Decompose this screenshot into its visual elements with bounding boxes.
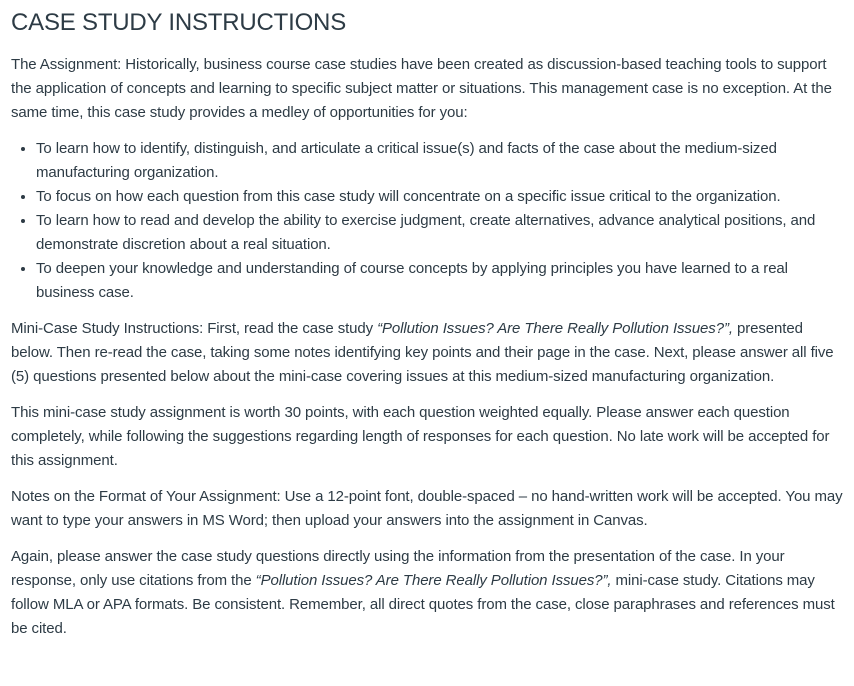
case-title: “Pollution Issues? Are There Really Pollution Issues?”, xyxy=(377,320,733,337)
citation-text-end: mini-case study. Citations may follow MLA or APA formats. Be consistent. Remember, all direct quotes from the case, close paraphrases and references must be cited. xyxy=(11,572,835,637)
mini-case-text-end: presented below. Then re-read the case, taking some notes identifying key points and their page in the case. Next, please answer all five (5) questions presented below about the mini-case covering issues at this medium-sized manufacturing organization. xyxy=(11,320,834,385)
assignment-intro: The Assignment: Historically, business course case studies have been created as discussion-based teaching tools to support the application of concepts and learning to specific subject matter or situations. This management case is no exception. At the same time, this case study provides a medley of opportunities for you: xyxy=(11,56,832,121)
list-item: • To focus on how each question from this case study will concentrate on a specific issue critical to the organization. xyxy=(36,185,844,209)
mini-case-instructions xyxy=(11,317,844,389)
mini-case-text-start: Mini-Case Study Instructions: First, read the case study xyxy=(11,320,378,337)
list-item: • To deepen your knowledge and understanding of course concepts by applying principles you have learned to a real business case. xyxy=(36,257,844,305)
list-item: • To learn how to read and develop the ability to exercise judgment, create alternatives, advance analytical positions, and demonstrate discretion about a real situation. xyxy=(36,209,844,257)
citation-text-start: Again, please answer the case study questions directly using the information from the presentation of the case. In your response, only use citations from the xyxy=(11,548,785,589)
citation-instructions xyxy=(11,545,844,641)
format-notes: Notes on the Format of Your Assignment: Use a 12-point font, double-spaced – no hand-written work will be accepted. You may want to type your answers in MS Word; then upload your answers into the assignment in Canvas. xyxy=(11,488,843,529)
list-item: • To learn how to identify, distinguish, and articulate a critical issue(s) and facts of the case about the medium-sized manufacturing organization. xyxy=(36,137,844,185)
assignment-worth: This mini-case study assignment is worth 30 points, with each question weighted equally. Please answer each question completely, while following the suggestions regarding length of responses for each question. No late work will be accepted for this assignment. xyxy=(11,404,830,469)
page-title: CASE STUDY INSTRUCTIONS xyxy=(11,9,346,36)
opportunities-list xyxy=(11,137,844,305)
case-title: “Pollution Issues? Are There Really Pollution Issues?”, xyxy=(255,572,612,589)
